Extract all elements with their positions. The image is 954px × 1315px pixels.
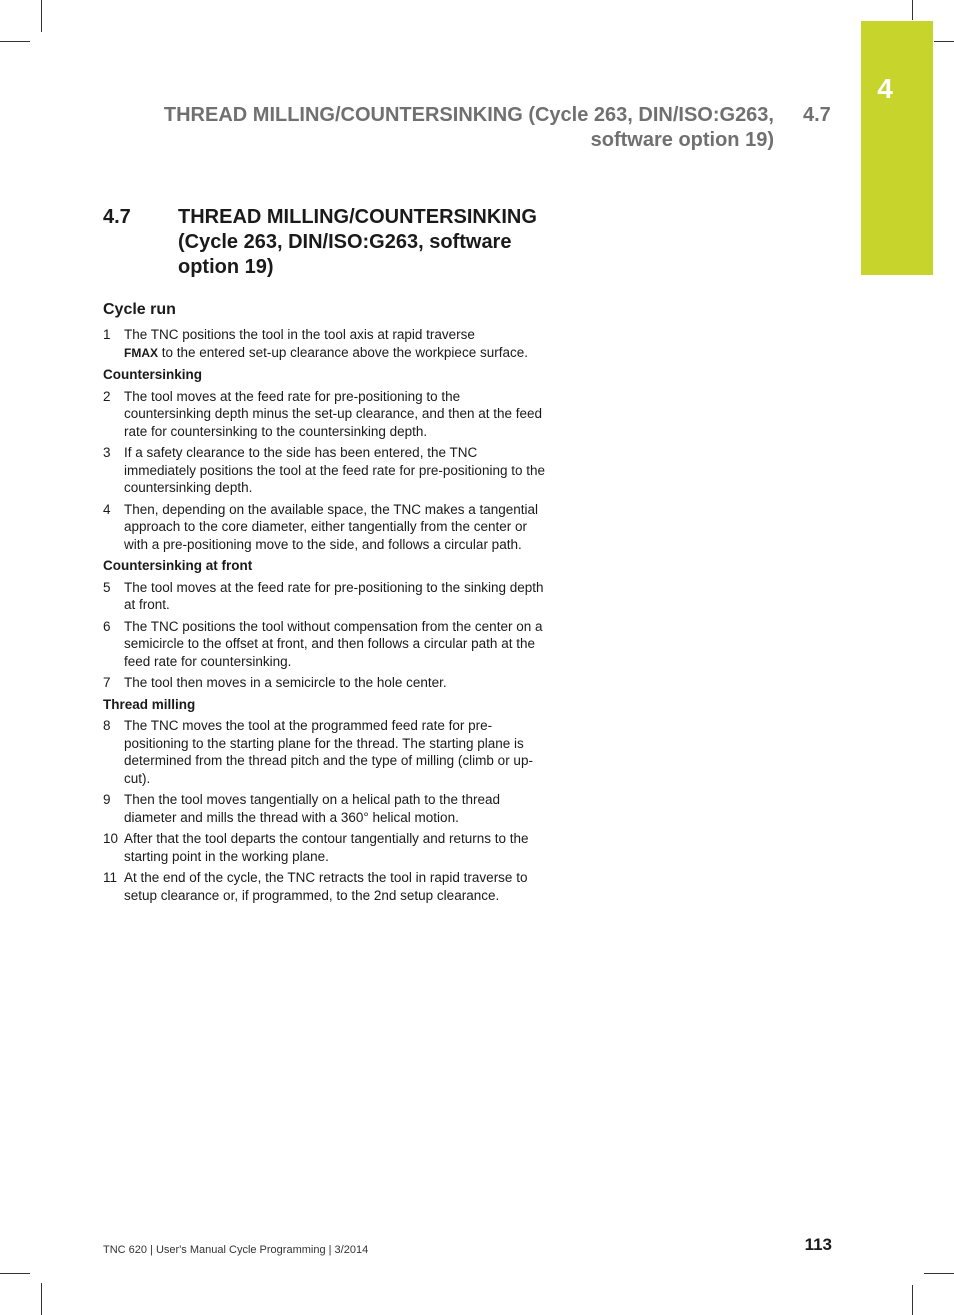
step-item bbox=[103, 388, 548, 441]
section-title-line: option 19) bbox=[178, 256, 274, 278]
step-text: The TNC positions the tool without compensation from the center on a semicircle to the offset at front, and then follows a circular path at the feed rate for countersinking. bbox=[124, 618, 543, 669]
step-text: to the entered set-up clearance above the workpiece surface. bbox=[158, 344, 528, 360]
step-number: 11 bbox=[103, 870, 118, 885]
step-item bbox=[103, 618, 548, 671]
section-title-line: (Cycle 263, DIN/ISO:G263, software bbox=[178, 231, 512, 253]
step-item bbox=[103, 791, 548, 826]
step-number: 9 bbox=[103, 792, 111, 807]
main-content bbox=[103, 300, 548, 908]
cycle-run-heading: Cycle run bbox=[103, 301, 176, 318]
section-title bbox=[178, 205, 578, 280]
step-text: The TNC moves the tool at the programmed feed rate for pre-positioning to the starting plane for the thread. The starting plane is determined from the thread pitch and the type of milling (climb or up-cut). bbox=[124, 718, 533, 786]
crop-mark bbox=[41, 1283, 42, 1315]
countersinking-front-heading: Countersinking at front bbox=[103, 558, 253, 573]
step-text: The tool then moves in a semicircle to the hole center. bbox=[124, 675, 447, 690]
step-text: The tool moves at the feed rate for pre-positioning to the countersinking depth minus the set-up clearance, and then at the feed rate for countersinking to the countersinking depth. bbox=[124, 388, 543, 439]
step-item bbox=[103, 501, 548, 554]
step-text: The TNC positions the tool in the tool axis at rapid traverse bbox=[124, 327, 475, 342]
step-number: 3 bbox=[103, 445, 111, 460]
crop-mark bbox=[41, 0, 42, 32]
step-text: If a safety clearance to the side has been entered, the TNC immediately positions the tool at the feed rate for pre-positioning to the countersinking depth. bbox=[124, 445, 545, 495]
page-number: 113 bbox=[804, 1235, 832, 1254]
step-item bbox=[103, 579, 548, 614]
step-number: 2 bbox=[103, 388, 111, 404]
crop-mark bbox=[924, 1273, 954, 1274]
step-number: 8 bbox=[103, 718, 111, 733]
step-number: 7 bbox=[103, 675, 111, 690]
chapter-tab bbox=[861, 21, 933, 275]
step-item bbox=[103, 869, 548, 904]
crop-mark bbox=[912, 0, 913, 20]
running-header-title-line: THREAD MILLING/COUNTERSINKING (Cycle 263, DIN/ISO:G263, bbox=[163, 104, 774, 126]
step-number: 1 bbox=[103, 327, 111, 342]
step-item bbox=[103, 444, 548, 497]
fmax-keyword: FMAX bbox=[124, 345, 158, 360]
footer-text: TNC 620 | User's Manual Cycle Programming | 3/2014 bbox=[103, 1244, 369, 1256]
crop-mark bbox=[912, 1285, 913, 1315]
step-item bbox=[103, 326, 548, 362]
section-title-line: THREAD MILLING/COUNTERSINKING bbox=[178, 206, 537, 228]
section-number: 4.7 bbox=[103, 206, 131, 228]
step-text: Then the tool moves tangentially on a helical path to the thread diameter and mills the thread with a 360° helical motion. bbox=[124, 792, 500, 825]
step-text: At the end of the cycle, the TNC retracts the tool in rapid traverse to setup clearance or, if programmed, to the 2nd setup clearance. bbox=[124, 870, 528, 903]
step-number: 5 bbox=[103, 579, 111, 595]
step-text: Then, depending on the available space, the TNC makes a tangential approach to the core diameter, either tangentially from the center or with a pre-positioning move to the side, and follows a circular path. bbox=[124, 501, 539, 552]
step-number: 6 bbox=[103, 618, 111, 634]
running-header-title-line: software option 19) bbox=[590, 129, 774, 151]
step-text: The tool moves at the feed rate for pre-positioning to the sinking depth at front. bbox=[124, 579, 544, 612]
step-item bbox=[103, 830, 548, 865]
chapter-number: 4 bbox=[877, 73, 893, 104]
step-number: 10 bbox=[103, 831, 119, 846]
crop-mark bbox=[0, 1273, 30, 1274]
step-text: After that the tool departs the contour tangentially and returns to the starting point in the working plane. bbox=[124, 831, 529, 864]
step-item bbox=[103, 674, 548, 692]
crop-mark bbox=[934, 41, 954, 42]
thread-milling-heading: Thread milling bbox=[103, 696, 196, 712]
running-header-section: 4.7 bbox=[803, 104, 831, 126]
countersinking-heading: Countersinking bbox=[103, 367, 203, 382]
crop-mark bbox=[0, 41, 30, 42]
running-header-title bbox=[74, 103, 774, 153]
step-number: 4 bbox=[103, 501, 111, 517]
step-item bbox=[103, 717, 548, 787]
